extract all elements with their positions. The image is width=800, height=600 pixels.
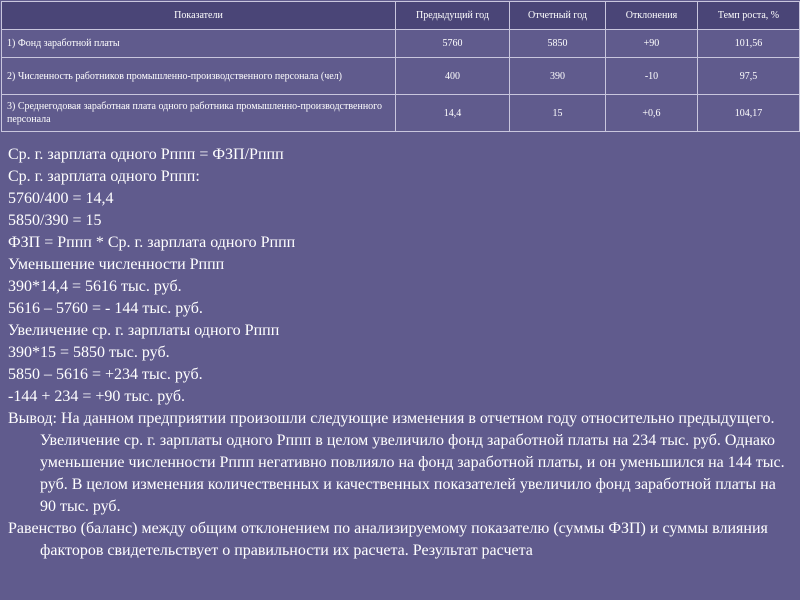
conclusion-paragraph: Вывод: На данном предприятии произошли следующие изменения в отчетном году относительно предыдущего. Увеличение ср. г. зарплаты одного Рппп в целом увеличило фонд заработной платы на 234 тыс. руб. Однако уменьшение численности Рппп негативно повлияло на фонд заработной платы, и он уменьшился на 144 тыс. руб. В целом изменения количественных и качественных показателей увеличило фонд заработной платы на 90 тыс. руб. <box>8 410 785 515</box>
text-line: ФЗП = Рппп * Ср. г. зарплата одного Рппп <box>8 234 296 251</box>
text-line: -144 + 234 = +90 тыс. руб. <box>8 388 185 405</box>
cell-deviation: +0,6 <box>606 95 698 132</box>
text-line: 5850 – 5616 = +234 тыс. руб. <box>8 366 203 383</box>
text-line: Ср. г. зарплата одного Рппп: <box>8 168 200 185</box>
cell-report-year: 15 <box>510 95 606 132</box>
text-line: Увеличение ср. г. зарплаты одного Рппп <box>8 322 280 339</box>
text-line: 5850/390 = 15 <box>8 212 102 229</box>
text-line: Уменьшение численности Рппп <box>8 256 225 273</box>
header-previous-year: Предыдущий год <box>396 2 510 30</box>
cell-indicator: 2) Численность работников промышленно-производственного персонала (чел) <box>2 58 396 95</box>
cell-report-year: 5850 <box>510 30 606 58</box>
table-row <box>2 95 800 132</box>
indicators-table <box>1 1 800 132</box>
header-report-year: Отчетный год <box>510 2 606 30</box>
calculation-text <box>8 144 792 562</box>
balance-paragraph: Равенство (баланс) между общим отклонением по анализируемому показателю (суммы ФЗП) и суммы влияния факторов свидетельствует о правильности их расчета. Результат расчета <box>8 520 768 559</box>
cell-previous-year: 14,4 <box>396 95 510 132</box>
table-row <box>2 58 800 95</box>
header-growth-rate: Темп роста, % <box>698 2 800 30</box>
cell-growth-rate: 104,17 <box>698 95 800 132</box>
header-indicators: Показатели <box>2 2 396 30</box>
text-line: 390*15 = 5850 тыс. руб. <box>8 344 170 361</box>
table-header-row <box>2 2 800 30</box>
text-line: 5760/400 = 14,4 <box>8 190 114 207</box>
header-deviation: Отклонения <box>606 2 698 30</box>
text-line: 5616 – 5760 = - 144 тыс. руб. <box>8 300 203 317</box>
cell-growth-rate: 101,56 <box>698 30 800 58</box>
cell-previous-year: 5760 <box>396 30 510 58</box>
text-line: Ср. г. зарплата одного Рппп = ФЗП/Рппп <box>8 146 284 163</box>
cell-deviation: +90 <box>606 30 698 58</box>
table-row <box>2 30 800 58</box>
text-line: 390*14,4 = 5616 тыс. руб. <box>8 278 182 295</box>
cell-report-year: 390 <box>510 58 606 95</box>
cell-deviation: -10 <box>606 58 698 95</box>
cell-previous-year: 400 <box>396 58 510 95</box>
cell-indicator: 3) Среднегодовая заработная плата одного работника промышленно-производственного персонала <box>2 95 396 132</box>
cell-indicator: 1) Фонд заработной платы <box>2 30 396 58</box>
cell-growth-rate: 97,5 <box>698 58 800 95</box>
